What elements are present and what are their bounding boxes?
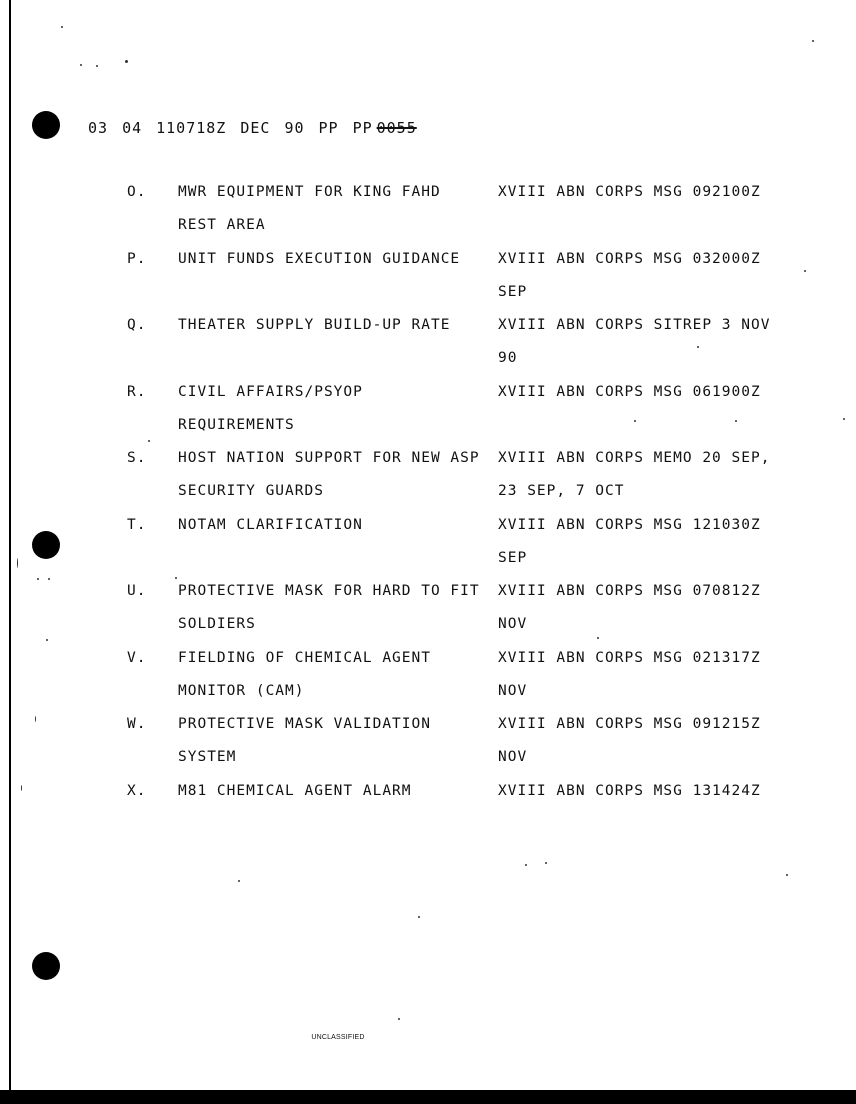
item-subject: THEATER SUPPLY BUILD-UP RATE [178,317,451,333]
item-letter: W. [127,716,147,732]
item-reference: XVIII ABN CORPS MSG 092100Z [498,184,761,200]
header-field: DEC [240,119,271,137]
item-letter: X. [127,782,147,799]
item-letter: Q. [127,317,147,333]
scan-speck [812,40,814,42]
item-subject: HOST NATION SUPPORT FOR NEW ASP SECURITY GUARDS [178,450,480,499]
item-reference: XVIII ABN CORPS MSG 070812Z NOV [498,583,761,632]
scan-speck [398,1018,400,1020]
reference-list [0,184,856,849]
scan-speck [545,862,547,864]
header-field: 04 [122,119,143,137]
punch-hole-top [32,111,60,139]
item-subject: PROTECTIVE MASK VALIDATION SYSTEM [178,716,431,765]
list-item [0,783,856,850]
message-header [88,119,431,137]
item-reference: XVIII ABN CORPS MEMO 20 SEP, 23 SEP, 7 OCT [498,450,771,499]
item-subject: MWR EQUIPMENT FOR KING FAHD REST AREA [178,184,441,233]
item-subject: FIELDING OF CHEMICAL AGENT MONITOR (CAM) [178,649,431,699]
list-item [0,317,856,384]
header-field: 03 [88,119,109,137]
item-letter: P. [127,250,147,267]
struck-text: 0055 [376,119,417,137]
list-item [0,384,856,451]
item-letter: S. [127,450,147,466]
list-item [0,517,856,584]
item-letter: V. [127,649,147,666]
item-reference: XVIII ABN CORPS MSG 061900Z [498,383,761,400]
item-letter: R. [127,383,147,400]
header-field: PP [352,119,373,137]
punch-hole-bottom [32,952,60,980]
scan-speck [61,26,63,28]
list-item [0,650,856,717]
list-item [0,450,856,517]
item-subject: CIVIL AFFAIRS/PSYOP REQUIREMENTS [178,383,363,433]
scan-speck [238,880,240,882]
item-reference: XVIII ABN CORPS MSG 032000Z SEP [498,250,761,300]
classification-marking: UNCLASSIFIED [311,1034,365,1041]
list-item [0,583,856,650]
item-subject: PROTECTIVE MASK FOR HARD TO FIT SOLDIERS [178,583,480,632]
page-bottom-border [0,1090,856,1104]
item-reference: XVIII ABN CORPS MSG 131424Z [498,782,761,799]
list-item [0,716,856,783]
scan-speck [125,60,128,63]
item-letter: O. [127,184,147,200]
item-reference: XVIII ABN CORPS MSG 021317Z NOV [498,649,761,699]
item-subject: NOTAM CLARIFICATION [178,516,363,533]
list-item [0,251,856,318]
item-letter: U. [127,583,147,599]
item-subject: UNIT FUNDS EXECUTION GUIDANCE [178,250,461,267]
item-subject: M81 CHEMICAL AGENT ALARM [178,782,412,799]
scan-speck [96,65,98,67]
header-field: 110718Z [156,119,227,137]
scan-speck [418,916,420,918]
scan-speck [525,864,527,866]
item-letter: T. [127,516,147,533]
item-reference: XVIII ABN CORPS SITREP 3 NOV 90 [498,317,771,366]
item-reference: XVIII ABN CORPS MSG 121030Z SEP [498,516,761,566]
header-field: PP [318,119,339,137]
scan-speck [786,874,788,876]
item-reference: XVIII ABN CORPS MSG 091215Z NOV [498,716,761,765]
list-item [0,184,856,251]
scan-speck [80,64,82,66]
header-field: 90 [284,119,305,137]
